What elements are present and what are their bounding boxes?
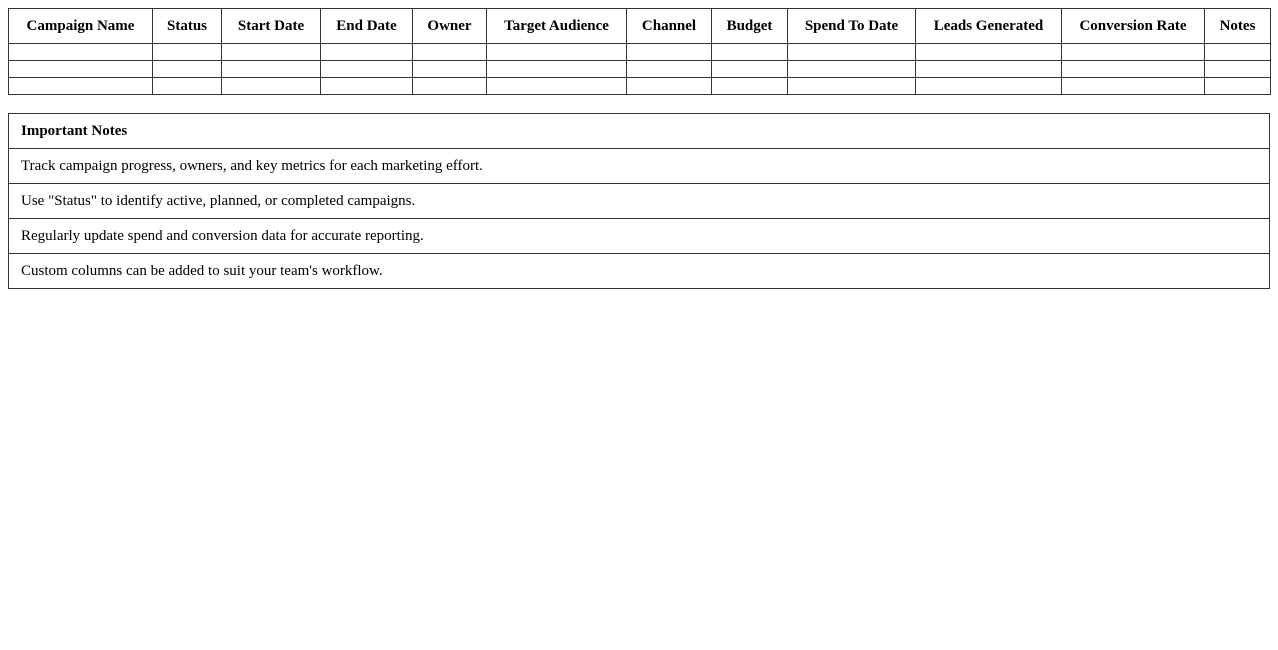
table-cell[interactable] xyxy=(321,78,413,95)
column-header: Leads Generated xyxy=(916,9,1062,44)
table-cell[interactable] xyxy=(222,61,321,78)
column-header: Conversion Rate xyxy=(1062,9,1205,44)
column-header: Budget xyxy=(712,9,788,44)
table-row xyxy=(9,61,1271,78)
table-cell[interactable] xyxy=(627,78,712,95)
table-cell[interactable] xyxy=(222,44,321,61)
column-header: Notes xyxy=(1205,9,1271,44)
table-cell[interactable] xyxy=(916,61,1062,78)
table-cell[interactable] xyxy=(627,44,712,61)
table-cell[interactable] xyxy=(712,61,788,78)
column-header: Channel xyxy=(627,9,712,44)
table-cell[interactable] xyxy=(153,78,222,95)
column-header: Owner xyxy=(413,9,487,44)
column-header: Spend To Date xyxy=(788,9,916,44)
column-header: End Date xyxy=(321,9,413,44)
header-row xyxy=(9,9,1271,44)
table-cell[interactable] xyxy=(788,61,916,78)
notes-title: Important Notes xyxy=(9,114,1270,149)
table-cell[interactable] xyxy=(9,61,153,78)
column-header: Campaign Name xyxy=(9,9,153,44)
table-cell[interactable] xyxy=(413,78,487,95)
table-cell[interactable] xyxy=(487,44,627,61)
table-cell[interactable] xyxy=(1205,61,1271,78)
column-header: Target Audience xyxy=(487,9,627,44)
table-cell[interactable] xyxy=(788,78,916,95)
table-cell[interactable] xyxy=(321,44,413,61)
table-cell[interactable] xyxy=(1205,44,1271,61)
note-item: Use "Status" to identify active, planned, or completed campaigns. xyxy=(9,184,1270,219)
note-item: Custom columns can be added to suit your team's workflow. xyxy=(9,254,1270,289)
campaign-table xyxy=(8,8,1271,95)
table-cell[interactable] xyxy=(413,44,487,61)
table-cell[interactable] xyxy=(9,78,153,95)
table-cell[interactable] xyxy=(413,61,487,78)
table-cell[interactable] xyxy=(1062,61,1205,78)
table-cell[interactable] xyxy=(153,44,222,61)
table-cell[interactable] xyxy=(9,44,153,61)
note-item: Track campaign progress, owners, and key metrics for each marketing effort. xyxy=(9,149,1270,184)
table-cell[interactable] xyxy=(916,44,1062,61)
table-cell[interactable] xyxy=(712,44,788,61)
table-cell[interactable] xyxy=(487,61,627,78)
table-cell[interactable] xyxy=(627,61,712,78)
important-notes-table xyxy=(8,113,1270,289)
column-header: Start Date xyxy=(222,9,321,44)
table-row xyxy=(9,78,1271,95)
table-cell[interactable] xyxy=(916,78,1062,95)
table-row xyxy=(9,44,1271,61)
column-header: Status xyxy=(153,9,222,44)
table-cell[interactable] xyxy=(321,61,413,78)
table-cell[interactable] xyxy=(1062,78,1205,95)
table-cell[interactable] xyxy=(222,78,321,95)
table-cell[interactable] xyxy=(487,78,627,95)
table-cell[interactable] xyxy=(1062,44,1205,61)
table-cell[interactable] xyxy=(153,61,222,78)
note-item: Regularly update spend and conversion data for accurate reporting. xyxy=(9,219,1270,254)
table-cell[interactable] xyxy=(788,44,916,61)
table-cell[interactable] xyxy=(1205,78,1271,95)
table-cell[interactable] xyxy=(712,78,788,95)
